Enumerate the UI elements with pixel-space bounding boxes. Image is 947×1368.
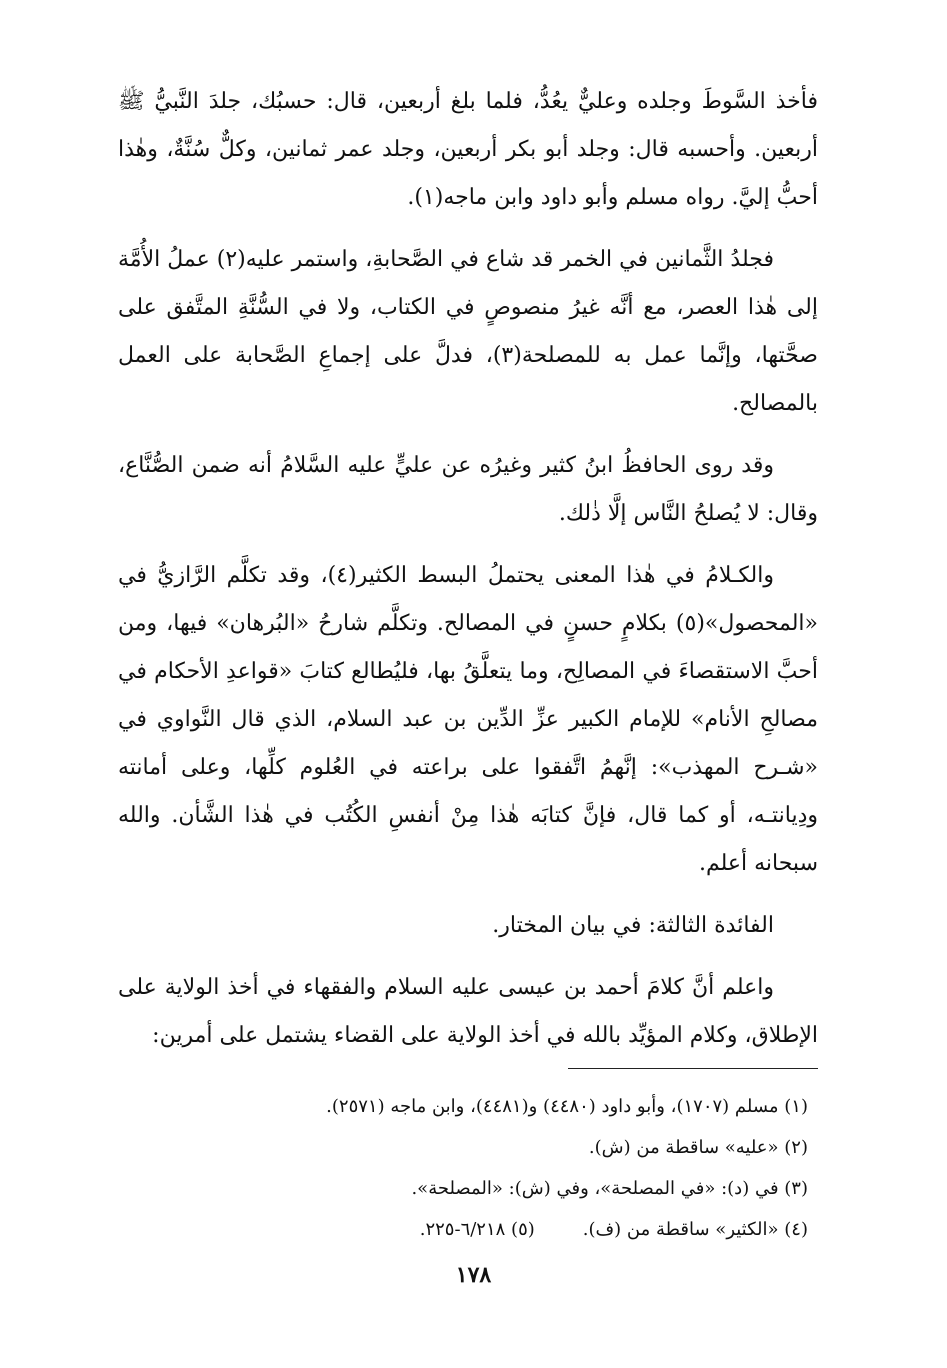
footnote-4: (٤) «الكثير» ساقطة من (ف). [582, 1219, 808, 1240]
paragraph-closing: واعلم أنَّ كلامَ أحمد بن عيسى عليه السلام والفقهاء في أخذ الولاية على الإطلاق، وكلام المؤيِّد بالله في أخذ الولاية على القضاء يشتمل على أمرين: [118, 975, 818, 1048]
section-heading: الفائدة الثالثة: في بيان المختار. [492, 913, 774, 938]
paragraph-discussion: والكـلامُ في هٰذا المعنى يحتملُ البسط الكثير(٤)، وقد تكلَّم الرَّازيُّ في «المحصول»(٥) بكلامٍ حسنٍ في المصالح. وتكلَّم شارحُ «البُرهان» فيها، ومن أحبَّ الاستقصاءَ في المصالِح، وما يتعلَّقُ بها، فليُطالع كتابَ «قواعدِ الأحكام في مصالحِ الأنام» للإمام الكبير عزِّ الدِّين بن عبد السلام، الذي قال النَّواوي في «شـرح المهذب»: إنَّهمُ اتَّفقوا على براعته في العُلوم كلِّها، وعلى أمانته ودِيانتـه، أو كما قال، فإنَّ كتابَه هٰذا مِنْ أنفسِ الكُتُب في هٰذا الشَّأن. والله سبحانه أعلم. [118, 563, 818, 876]
footnote-5: (٥) ٦/٢١٨-٢٢٥. [419, 1219, 535, 1240]
footnote-1: (١) مسلم (١٧٠٧)، وأبو داود (٤٤٨٠) و(٤٤٨١)، وابن ماجه (٢٥٧١). [326, 1096, 808, 1117]
footnote-2: (٢) «عليه» ساقطة من (ش). [588, 1137, 808, 1158]
paragraph-ibn-kathir: وقد روى الحافظُ ابنُ كثير وغيرُه عن عليٍّ عليه السَّلامُ أنه ضمن الصُّنَّاع، وقال: لا يُصلحُ النَّاس إلَّا ذٰلك. [118, 453, 818, 526]
page-number: ١٧٨ [455, 1262, 492, 1288]
main-text [118, 78, 818, 1074]
footnote-3: (٣) في (د): «في المصلحة»، وفي (ش): «المصلحة». [411, 1178, 808, 1199]
footnote-separator [568, 1068, 818, 1069]
footnotes [118, 1086, 808, 1250]
paragraph-eighty-lashes: فجلدُ الثَّمانين في الخمر قد شاع في الصَّحابةِ، واستمر عليه(٢) عملُ الأُمَّة إلى هٰذا العصر، مع أنَّه غيرُ منصوصٍ في الكتاب، ولا في السُّنَّةِ المتَّفق على صحَّتها، وإنَّما عمل به للمصلحة(٣)، فدلَّ على إجماعِ الصَّحابة على العمل بالمصالح. [118, 247, 818, 416]
footnote-row-4-5 [118, 1209, 808, 1250]
paragraph-hadith: فأخذ السَّوطَ وجلده وعليٌّ يعُدُّ، فلما بلغ أربعين، قال: حسبُك، جلدَ النَّبيُّ ﷺ أربعين. وأحسبه قال: وجلد أبو بكر أربعين، وجلد عمر ثمانين، وكلٌّ سُنَّةٌ، وهٰذا أحبُّ إليَّ. رواه مسلم وأبو داود وابن ماجه(١). [118, 89, 818, 210]
